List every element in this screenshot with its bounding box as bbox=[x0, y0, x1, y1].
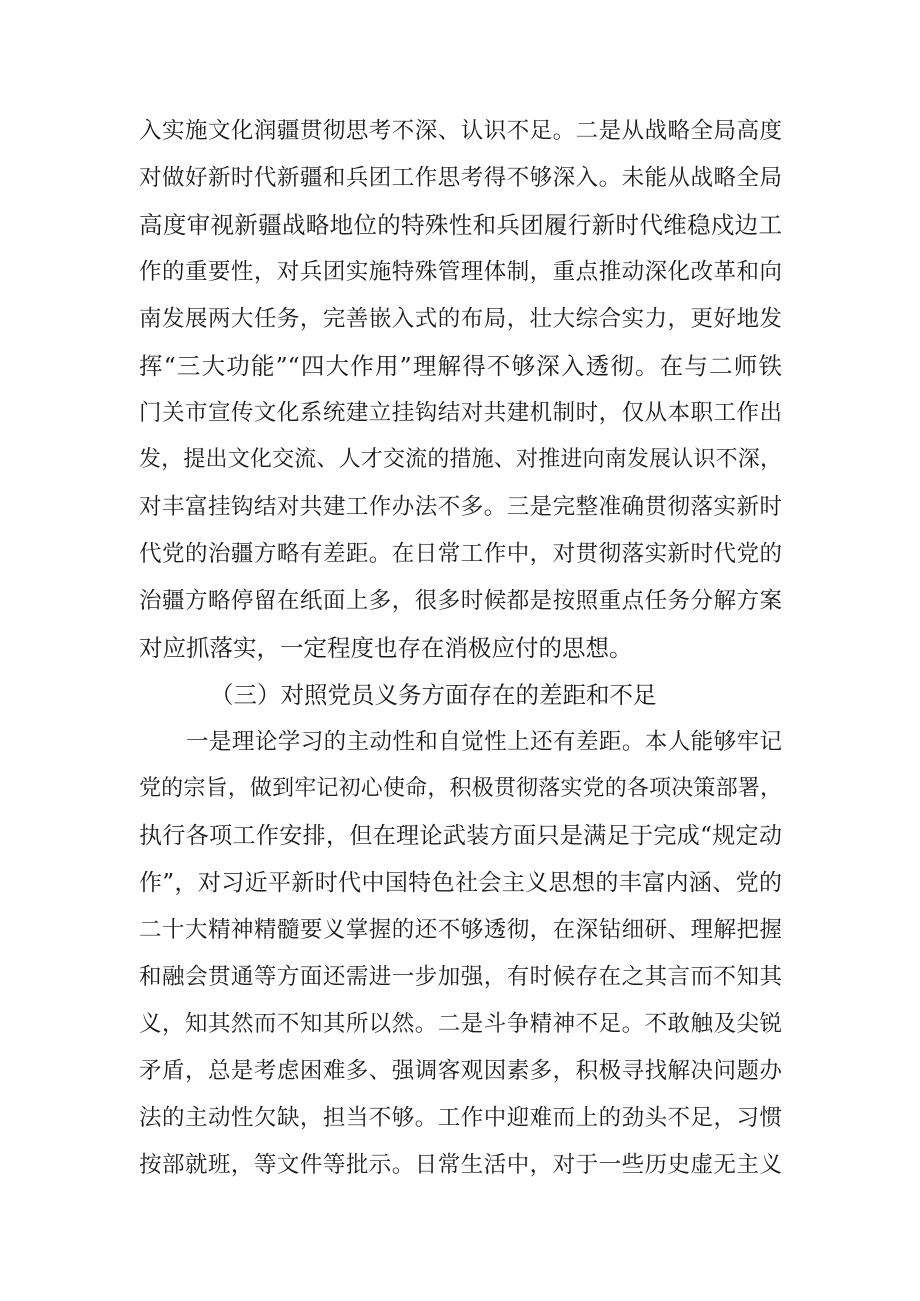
text-line: 按部就班，等文件等批示。日常生活中，对于一些历史虚无主义 bbox=[139, 1152, 782, 1178]
text-line: 二十大精神精髓要义掌握的还不够透彻，在深钻细研、理解把握 bbox=[139, 917, 782, 943]
text-line: 发，提出文化交流、人才交流的措施、对推进向南发展认识不深， bbox=[139, 447, 782, 472]
text-line: 矛盾，总是考虑困难多、强调客观因素多，积极寻找解决问题办 bbox=[139, 1058, 782, 1084]
text-line: 作”，对习近平新时代中国特色社会主义思想的丰富内涵、党的 bbox=[139, 870, 782, 896]
text-line: 南发展两大任务，完善嵌入式的布局，壮大综合实力，更好地发 bbox=[139, 306, 782, 332]
text-line: 和融会贯通等方面还需进一步加强，有时候存在之其言而不知其 bbox=[139, 964, 782, 990]
text-line: 门关市宣传文化系统建立挂钩结对共建机制时，仅从本职工作出 bbox=[139, 400, 782, 426]
text-line: 对应抓落实，一定程度也存在消极应付的思想。 bbox=[139, 634, 633, 662]
text-line: 执行各项工作安排，但在理论武装方面只是满足于完成“规定动 bbox=[139, 823, 782, 849]
text-line: 挥“三大功能”“四大作用”理解得不够深入透彻。在与二师铁 bbox=[139, 352, 782, 380]
text-line: 高度审视新疆战略地位的特殊性和兵团履行新时代维稳戍边工 bbox=[139, 211, 782, 239]
text-line: 治疆方略停留在纸面上多，很多时候都是按照重点任务分解方案 bbox=[139, 588, 782, 614]
text-line: 义，知其然而不知其所以然。二是斗争精神不足。不敢触及尖锐 bbox=[139, 1011, 782, 1037]
text-line: 法的主动性欠缺，担当不够。工作中迎难而上的劲头不足，习惯 bbox=[139, 1105, 782, 1131]
text-line: 入实施文化润疆贯彻思考不深、认识不足。二是从战略全局高度 bbox=[139, 118, 782, 144]
text-line: 对做好新时代新疆和兵团工作思考得不够深入。未能从战略全局 bbox=[139, 165, 782, 191]
text-line: 党的宗旨，做到牢记初心使命，积极贯彻落实党的各项决策部署， bbox=[139, 776, 782, 801]
text-line: 代党的治疆方略有差距。在日常工作中，对贯彻落实新时代党的 bbox=[139, 541, 782, 567]
section-heading: （三）对照党员义务方面存在的差距和不足 bbox=[210, 681, 657, 709]
text-line: 对丰富挂钩结对共建工作办法不多。三是完整准确贯彻落实新时 bbox=[139, 494, 782, 520]
paragraph-first-line: 一是理论学习的主动性和自觉性上还有差距。本人能够牢记 bbox=[186, 729, 782, 755]
text-line: 作的重要性，对兵团实施特殊管理体制，重点推动深化改革和向 bbox=[139, 259, 782, 285]
